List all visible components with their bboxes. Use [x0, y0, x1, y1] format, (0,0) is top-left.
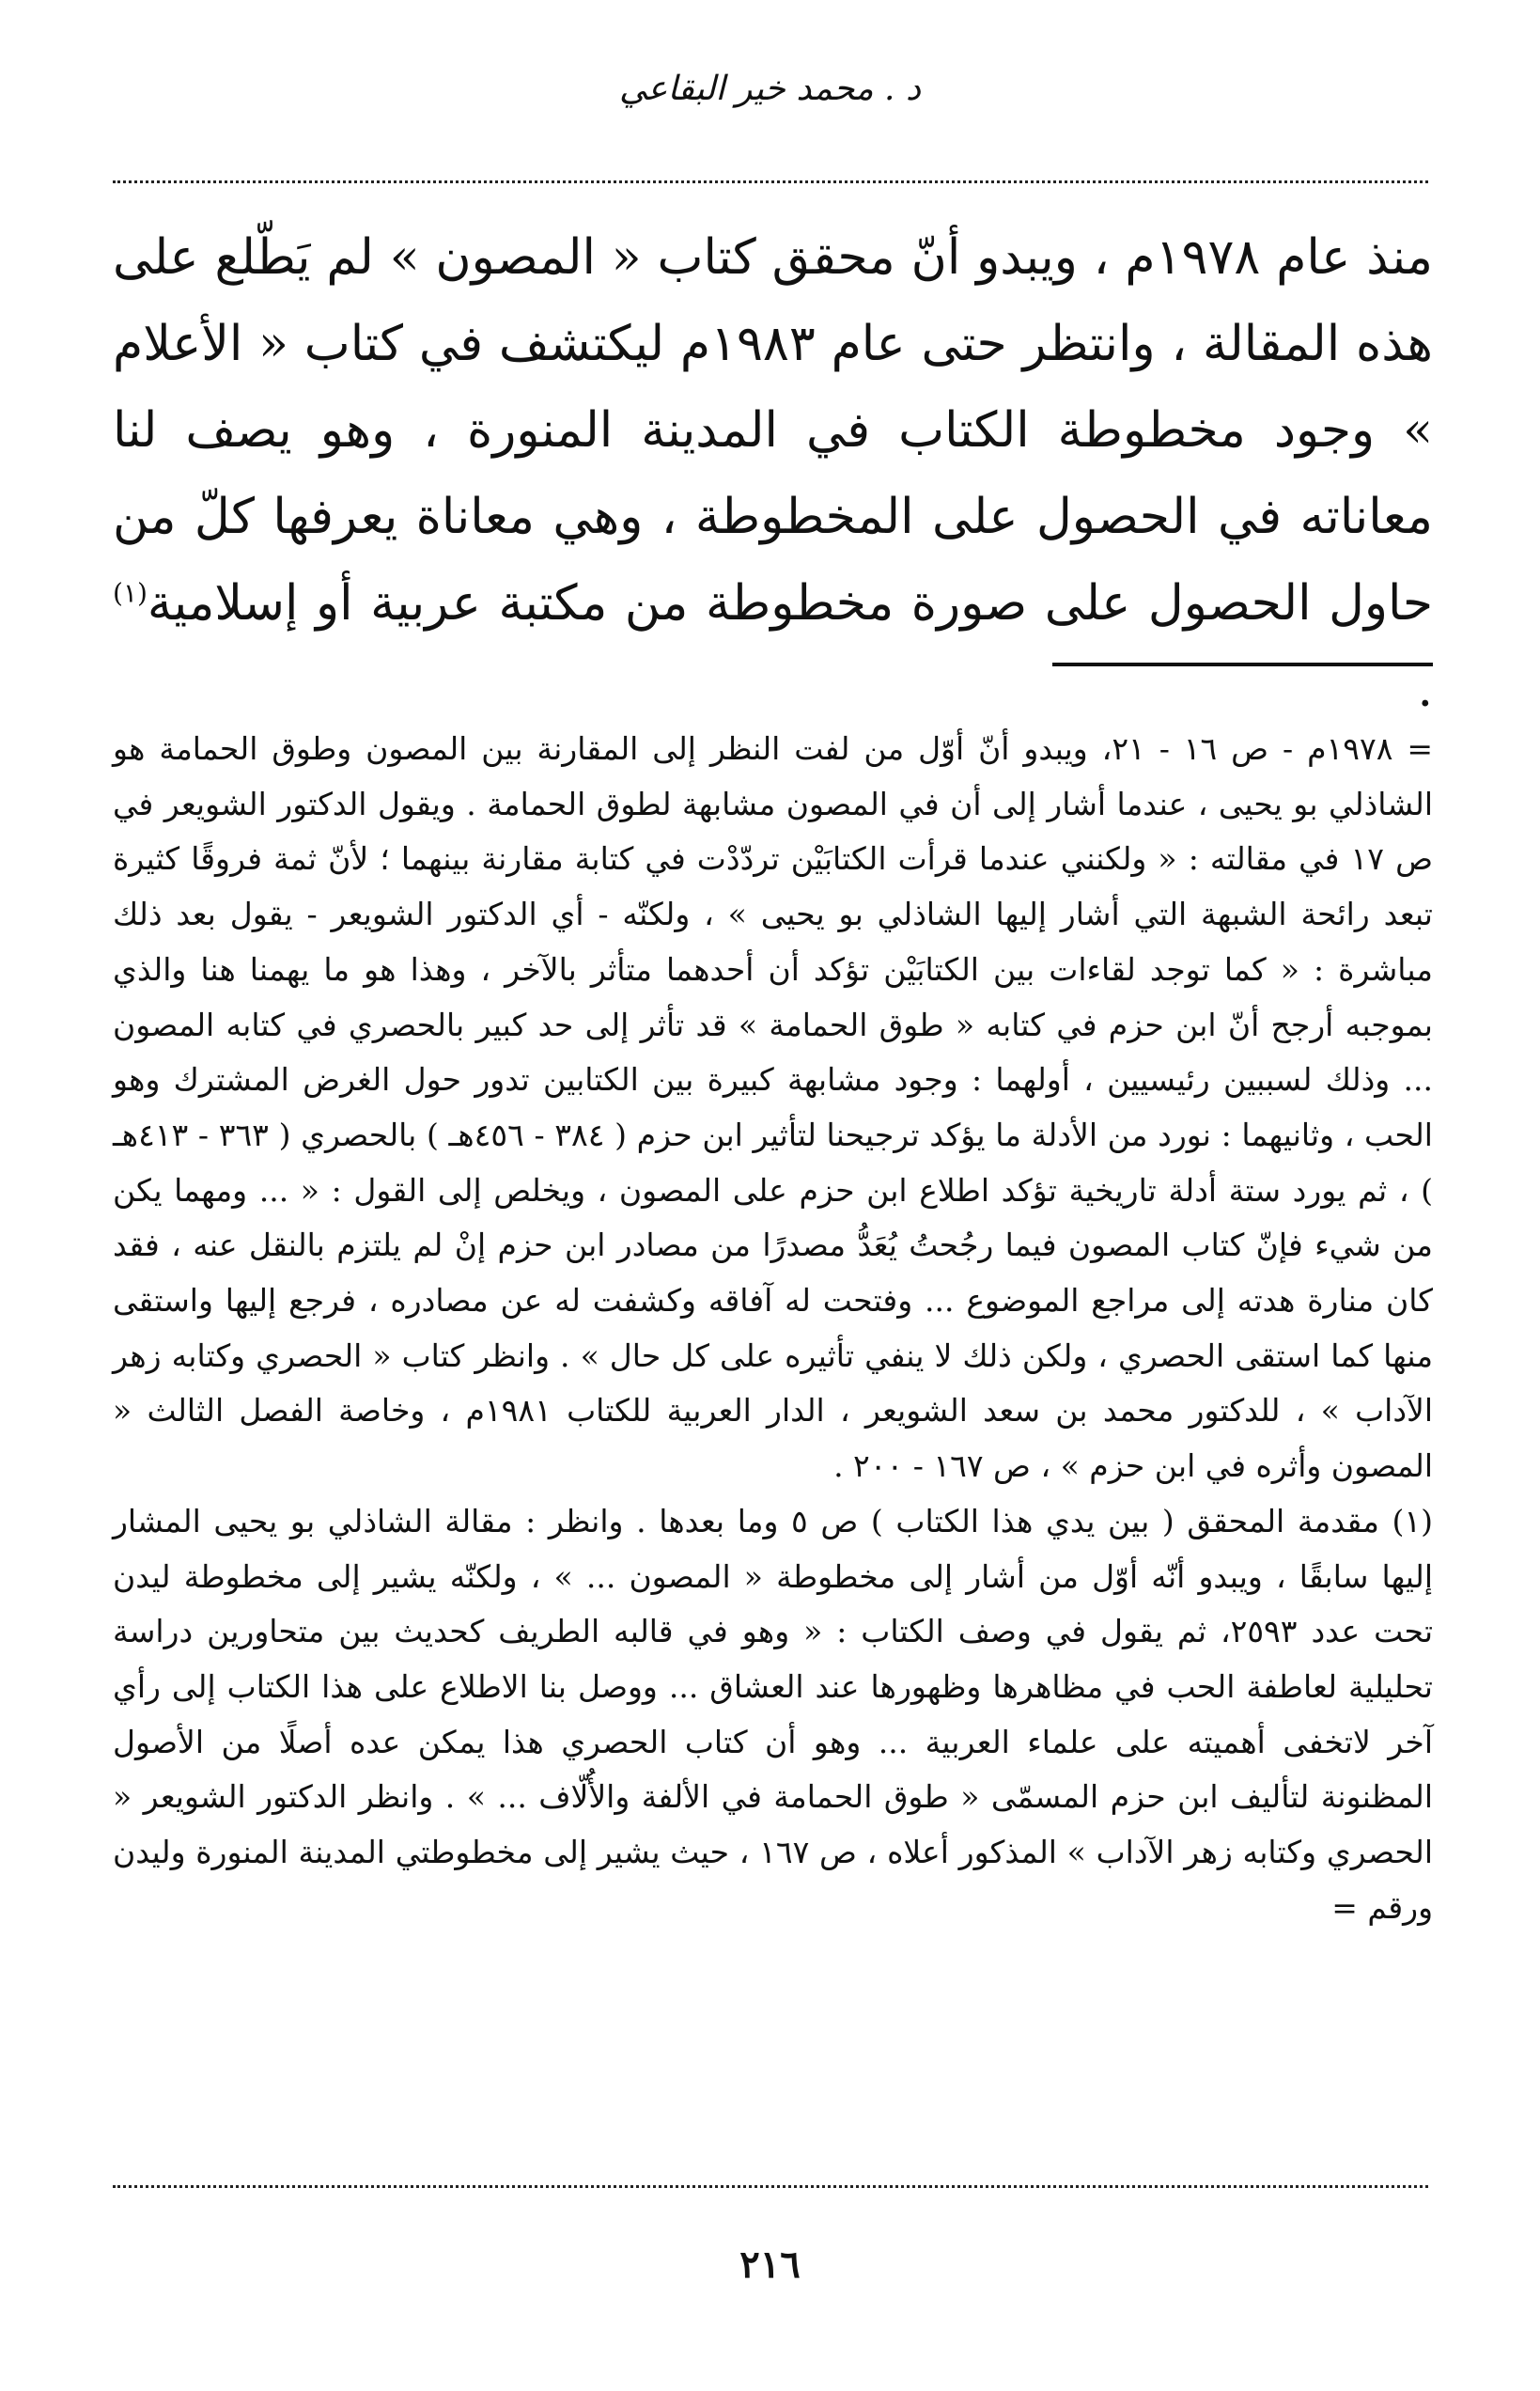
main-text-block [113, 214, 1433, 733]
running-head: د . محمد خير البقاعي [619, 70, 921, 108]
footer-rule [113, 2185, 1428, 2188]
footnote-continuation: = ١٩٧٨م - ص ١٦ - ٢١، ويبدو أنّ أوّل من لفت النظر إلى المقارنة بين المصون وطوق الحمامة هو الشاذلي بو يحيى ، عندما أشار إلى أن في المصون مشابهة لطوق الحمامة . ويقول الدكتور الشويعر في ص ١٧ في مقالته : « ولكنني عندما قرأت الكتابَيْن تردّدْت في كتابة مقارنة بينهما ؛ لأنّ ثمة فروقًا كثيرة تبعد رائحة الشبهة التي أشار إليها الشاذلي بو يحيى » ، ولكنّه - أي الدكتور الشويعر - يقول بعد ذلك مباشرة : « كما توجد لقاءات بين الكتابَيْن تؤكد أن أحدهما متأثر بالآخر ، وهذا هو ما يهمنا هنا والذي بموجبه أرجح أنّ ابن حزم في كتابه « طوق الحمامة » قد تأثر إلى حد كبير بالحصري في كتابه المصون ... وذلك لسببين رئيسيين ، أولهما : وجود مشابهة كبيرة بين الكتابين تدور حول الغرض المشترك وهو الحب ، وثانيهما : نورد من الأدلة ما يؤكد ترجيحنا لتأثير ابن حزم ( ٣٨٤ - ٤٥٦هـ ) بالحصري ( ٣٦٣ - ٤١٣هـ ) ، ثم يورد ستة أدلة تاريخية تؤكد اطلاع ابن حزم على المصون ، ويخلص إلى القول : « ... ومهما يكن من شيء فإنّ كتاب المصون فيما رجُحتُ يُعَدُّ مصدرًا من مصادر ابن حزم إنْ لم يلتزم بالنقل عنه ، فقد كان منارة هدته إلى مراجع الموضوع ... وفتحت له آفاقه وكشفت له عن مصادره ، فرجع إليها واستقى منها كما استقى الحصري ، ولكن ذلك لا ينفي تأثيره على كل حال » . وانظر كتاب « الحصري وكتابه زهر الآداب » ، للدكتور محمد بن سعد الشويعر ، الدار العربية للكتاب ١٩٨١م ، وخاصة الفصل الثالث « المصون وأثره في ابن حزم » ، ص ١٦٧ - ٢٠٠ . [113, 730, 1434, 1485]
footnote-1: (١) مقدمة المحقق ( بين يدي هذا الكتاب ) ص ٥ وما بعدها . وانظر : مقالة الشاذلي بو يحيى المشار إليها سابقًا ، ويبدو أنّه أوّل من أشار إلى مخطوطة « المصون ... » ، ولكنّه يشير إلى مخطوطة ليدن تحت عدد ٢٥٩٣، ثم يقول في وصف الكتاب : « وهو في قالبه الطريف كحديث بين متحاورين دراسة تحليلية لعاطفة الحب في مظاهرها وظهورها عند العشاق ... ووصل بنا الاطلاع على هذا الكتاب إلى رأي آخر لاتخفى أهميته على علماء العربية ... وهو أن كتاب الحصري هذا يمكن عده أصلًا من الأصول المظنونة لتأليف ابن حزم المسمّى « طوق الحمامة في الألفة والأُلّاف ... » . وانظر الدكتور الشويعر « الحصري وكتابه زهر الآداب » المذكور أعلاه ، ص ١٦٧ ، حيث يشير إلى مخطوطتي المدينة المنورة وليدن ورقم = [113, 1502, 1433, 1926]
main-paragraph [113, 214, 1433, 733]
closing-period: . [1417, 662, 1433, 718]
footnote-separator [1052, 663, 1433, 666]
page-number: ٢١٦ [739, 2243, 801, 2287]
main-paragraph-text: منذ عام ١٩٧٨م ، ويبدو أنّ محقق كتاب « المصون » لم يَطّلع على هذه المقالة ، وانتظر حتى عام ١٩٨٣م ليكتشف في كتاب « الأعلام » وجود مخطوطة الكتاب في المدينة المنورة ، وهو يصف لنا معاناته في الحصول على المخطوطة ، وهي معاناة يعرفها كلّ من حاول الحصول على صورة مخطوطة من مكتبة عربية أو إسلامية [113, 229, 1433, 632]
footnotes-block [113, 722, 1433, 1935]
footnote-reference: (١) [113, 577, 148, 609]
header-rule [113, 180, 1428, 183]
